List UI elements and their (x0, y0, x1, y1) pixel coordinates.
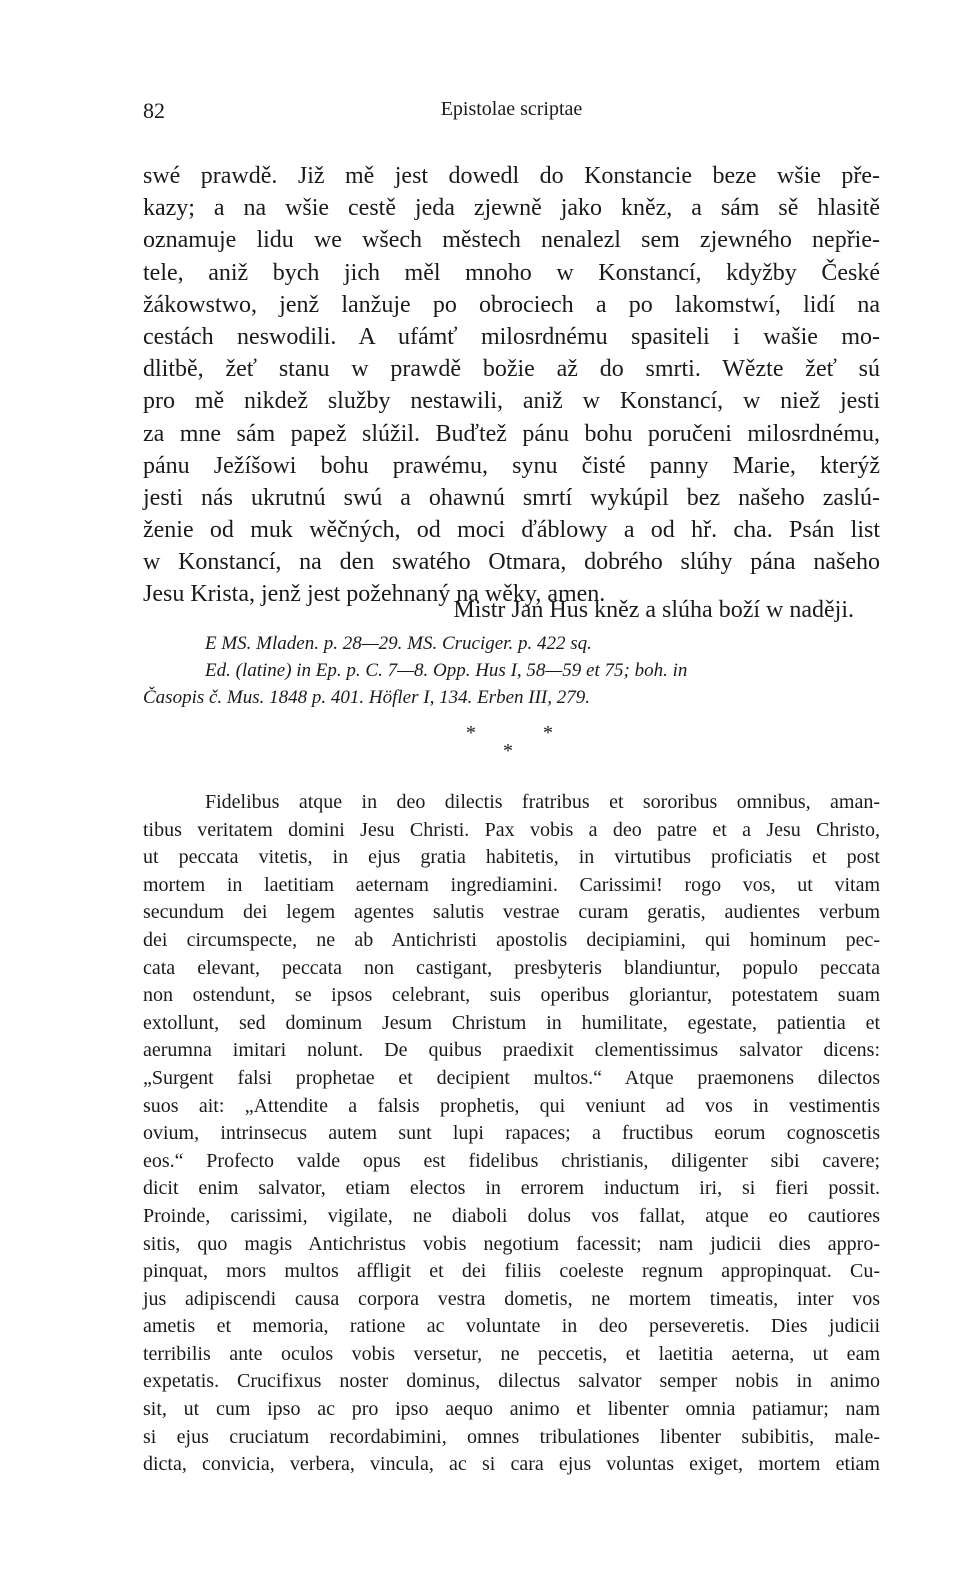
text-line: dicit enim salvator, etiam electos in errorem inductum iri, si fieri possit. (143, 1177, 880, 1200)
text-line: si ejus cruciatum recordabimini, omnes tribulationes libenter subibitis, male- (143, 1425, 880, 1448)
text-line: swé prawdě. Již mě jest dowedl do Konstancie beze wšie pře- (143, 163, 880, 189)
text-line: secundum dei legem agentes salutis vestrae curam geratis, audientes verbum (143, 901, 880, 924)
text-line: sit, ut cum ipso ac pro ipso aequo animo et libenter omnia patiamur; nam (143, 1398, 880, 1421)
text-line: cata elevant, peccata non castigant, presbyteris blandiuntur, populo peccata (143, 956, 880, 979)
text-line: „Surgent falsi prophetae et decipient multos.“ Atque praemonens dilectos (143, 1066, 880, 1089)
text-line: Proinde, carissimi, vigilate, ne diaboli dolus vos fallat, atque eo cautiores (143, 1204, 880, 1227)
text-line: kazy; a na wšie cestě jeda zjewně jako kněz, a sám sě hlasitě (143, 195, 880, 222)
text-line: tibus veritatem domini Jesu Christi. Pax vobis a deo patre et a Jesu Christo, (143, 818, 880, 841)
text-line: dicta, convicia, verbera, vincula, ac si cara ejus voluntas exiget, mortem etiam (143, 1453, 880, 1476)
latin-letter-text (143, 789, 880, 1479)
text-line: eos.“ Profecto valde opus est fidelibus christianis, diligenter sibi cavere; (143, 1149, 880, 1172)
text-line: oznamuje lidu we wšech městech nenalezl sem zjewného nepřie- (143, 227, 880, 254)
source-line: Časopis č. Mus. 1848 p. 401. Höfler I, 134. Erben III, 279. (143, 687, 590, 708)
text-line: pinquat, mors multos affligit et dei filiis coeleste regnum appropinquat. Cu- (143, 1260, 880, 1283)
text-line: za mne sám papež slúžil. Buďtež pánu bohu poručeni milosrdnému, (143, 420, 880, 447)
text-line: cestách neswodili. A ufámť milosrdnému spasiteli i wašie mo- (143, 323, 880, 350)
text-line: Fidelibus atque in deo dilectis fratribus et sororibus omnibus, aman- (205, 791, 880, 813)
text-line: Jesu Krista, jenž jest požehnaný na wěky, amen. (143, 581, 606, 608)
text-line: mortem in laetitiam aeternam ingrediamini. Carissimi! rogo vos, ut vitam (143, 873, 880, 896)
asterisk: * (503, 740, 513, 762)
text-line: ametis et memoria, ratione ac voluntate in deo perseveretis. Dies judicii (143, 1315, 880, 1338)
text-line: non ostendunt, se ipsos celebrant, suis operibus gloriantur, potestatem suam (143, 984, 880, 1007)
text-line: ženie od muk wěčných, od moci ďáblowy a od hř. cha. Psán list (143, 517, 880, 544)
text-line: jus adipiscendi causa corpora vestra dometis, ne mortem timeatis, inter vos (143, 1287, 880, 1310)
czech-letter-text (143, 160, 880, 611)
running-title: Epistolae scriptae (440, 98, 583, 120)
text-line: ut peccata vitetis, in ejus gratia habitetis, in virtutibus proficiatis et post (143, 846, 880, 869)
page-header (143, 94, 880, 128)
source-line: E MS. Mladen. p. 28—29. MS. Cruciger. p. 422 sq. (205, 633, 592, 654)
text-line: ovium, intrinsecus autem sunt lupi rapaces; a fructibus eorum cognoscetis (143, 1122, 880, 1145)
section-separator (0, 722, 960, 772)
text-line: extollunt, sed dominum Jesum Christum in humilitate, egestate, patientia et (143, 1011, 880, 1034)
text-line: w Konstancí, na den swatého Otmara, dobrého slúhy pána našeho (143, 549, 880, 576)
text-line: dei circumspecte, ne ab Antichristi apostolis decipiamini, qui hominum pec- (143, 928, 880, 951)
text-line: dlitbě, žeť stanu w prawdě božie až do smrti. Wězte žeť sú (143, 356, 880, 383)
text-line: žákowstwo, jenž lanžuje po obrociech a po lakomstwí, lidí na (143, 291, 880, 318)
page-number: 82 (143, 98, 165, 123)
text-line: terribilis ante oculos vobis versetur, ne peccetis, et laetitia aeterna, ut eam (143, 1342, 880, 1365)
source-references (143, 630, 880, 711)
text-line: pánu Ježíšowi bohu prawému, synu čisté panny Marie, kterýž (143, 452, 880, 479)
text-line: aerumna imitari nolunt. De quibus praedixit clementissimus salvator dicens: (143, 1039, 880, 1062)
text-line: pro mě nikdež služby nestawili, aniž w Konstancí, w niež jesti (143, 388, 880, 415)
text-line: tele, aniž bych jich měl mnoho w Konstancí, kdyžby České (143, 259, 880, 286)
text-line: sitis, quo magis Antichristus vobis negotium facessit; nam judicii dies appro- (143, 1232, 880, 1255)
letter-signature: Mistr Jan Hus kněz a slúha boží w naději. (453, 597, 854, 623)
asterisk: * (466, 722, 476, 744)
text-line: suos ait: „Attendite a falsis prophetis, qui veniunt ad vos in vestimentis (143, 1094, 880, 1117)
text-line: jesti nás ukrutnú swú a ohawnú smrtí wykúpil bez našeho zaslú- (143, 484, 880, 511)
text-line: expetatis. Crucifixus noster dominus, dilectus salvator semper nobis in animo (143, 1370, 880, 1393)
source-line: Ed. (latine) in Ep. p. C. 7—8. Opp. Hus I, 58—59 et 75; boh. in (205, 660, 688, 681)
asterisk: * (543, 722, 553, 744)
